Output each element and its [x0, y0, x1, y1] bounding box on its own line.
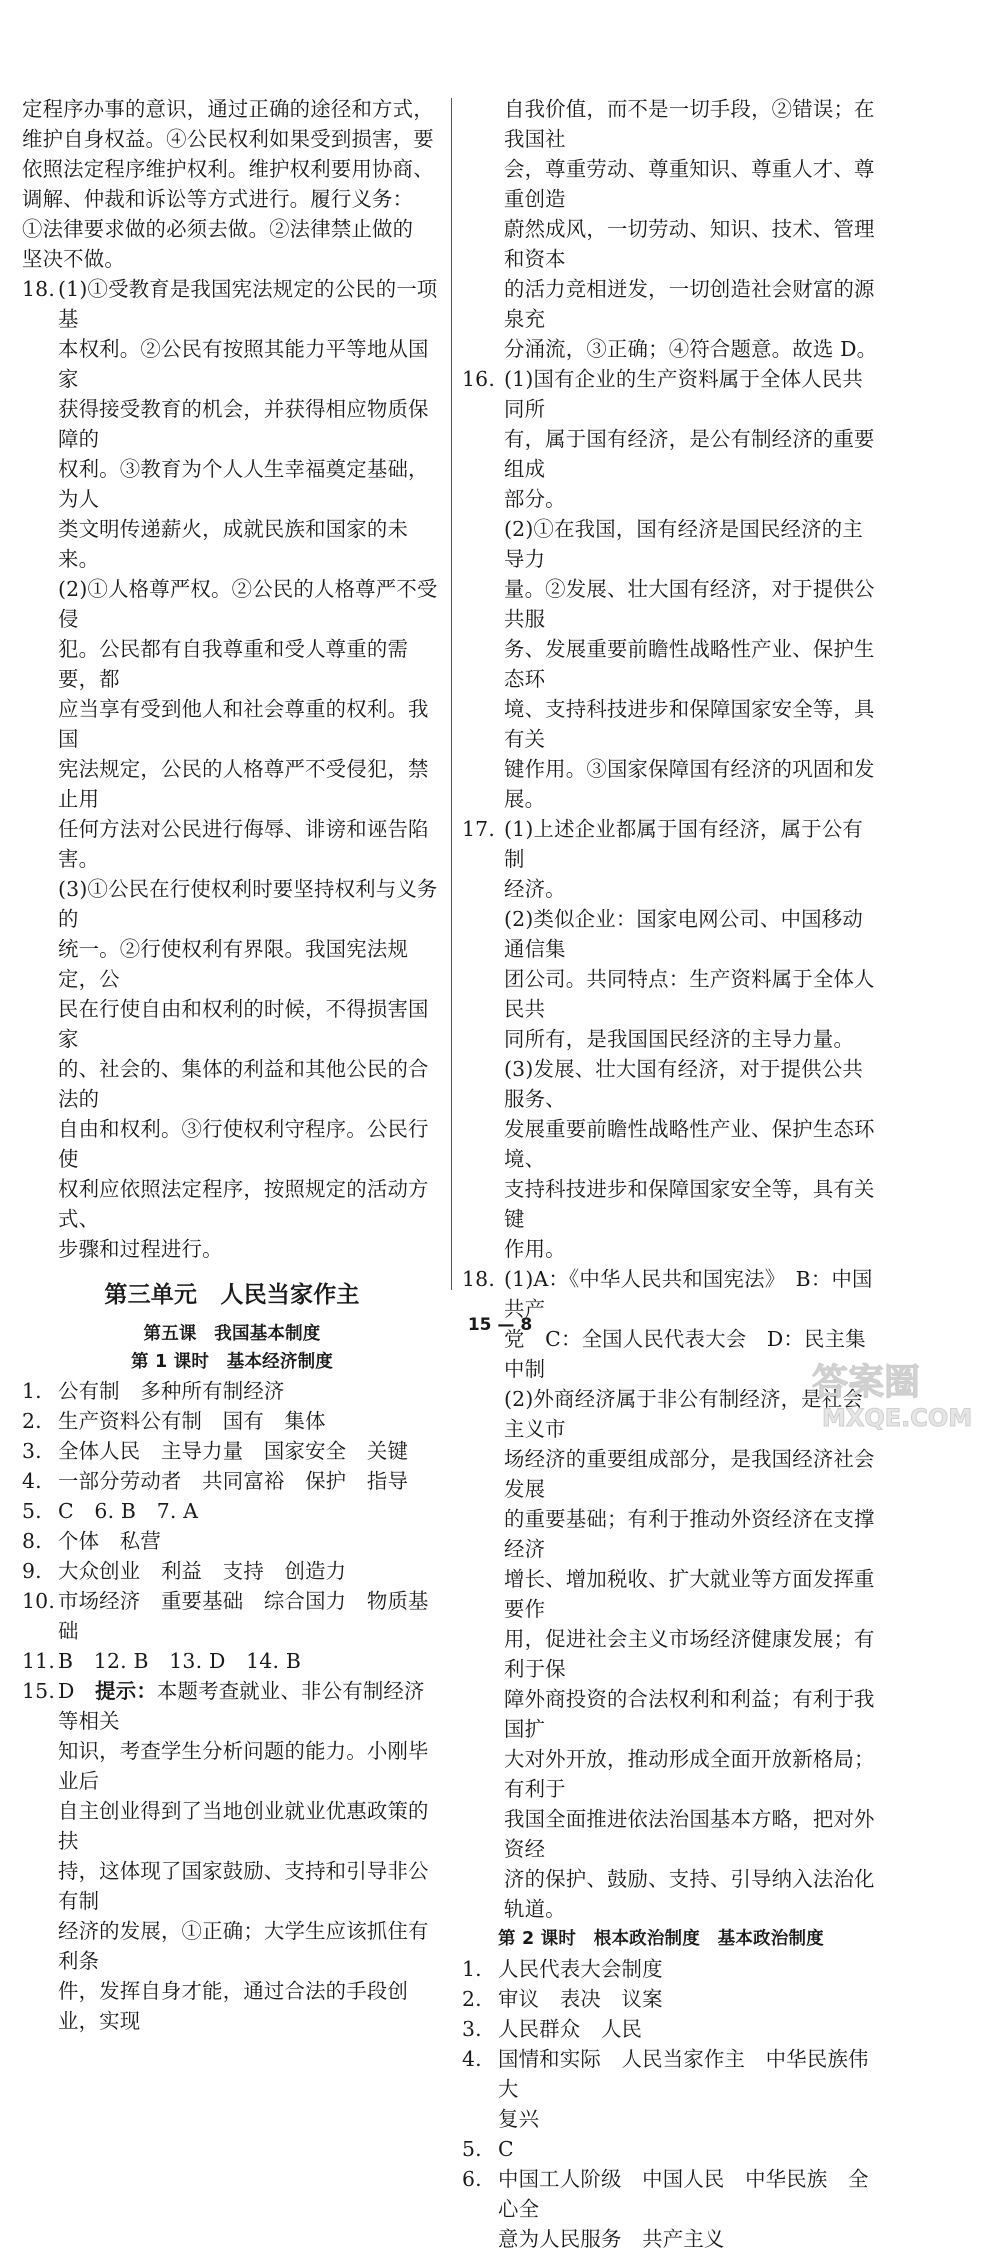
answer-number: 5. [462, 2137, 482, 2161]
answer-18-part-1 [58, 274, 442, 574]
watermark-text: 答案圈 [812, 1362, 921, 1403]
text-line: 件，发挥自身才能，通过合法的手段创业，实现 [58, 1979, 409, 2033]
answer-text: 大众创业 利益 支持 创造力 [58, 1559, 347, 1583]
text-line: 蔚然成风，一切劳动、知识、技术、管理和资本 [504, 217, 875, 271]
answer-number: 3. [22, 1439, 42, 1463]
answer-number: 17. [462, 817, 496, 841]
answer-number: 2. [22, 1409, 42, 1433]
answer-text: 生产资料公有制 国有 集体 [58, 1409, 326, 1433]
answer-16-part-2 [504, 514, 882, 814]
answer-item [22, 1586, 442, 1646]
text-line: 定程序办事的意识，通过正确的途径和方式， [22, 97, 434, 121]
answer-item [462, 2044, 882, 2134]
answer-text: C 6. B 7. A [58, 1499, 199, 1523]
text-line: (1)上述企业都属于国有经济，属于公有制 [504, 817, 863, 871]
answer-number: 6. [462, 2167, 482, 2191]
answer-text: 全体人民 主导力量 国家安全 关键 [58, 1439, 409, 1463]
answer-15-text: 本题考查就业、非公有制经济等相关 [58, 1679, 425, 1733]
text-line: (3)①公民在行使权利时要坚持权利与义务的 [58, 877, 438, 931]
answer-number: 1. [462, 1957, 482, 1981]
right-column [462, 94, 882, 2254]
text-line: 作用。 [504, 1237, 566, 1261]
text-line: 增长、增加税收、扩大就业等方面发挥重要作 [504, 1567, 875, 1621]
answer-number: 18. [22, 277, 56, 301]
text-line: 宪法规定，公民的人格尊严不受侵犯，禁止用 [58, 757, 429, 811]
answer-text: 意为人民服务 共产主义 [498, 2227, 725, 2251]
answer-number: 1. [22, 1379, 42, 1403]
answer-number: 5. [22, 1499, 42, 1523]
text-line: 键作用。③国家保障国有经济的巩固和发展。 [504, 757, 875, 811]
text-line: 场经济的重要组成部分，是我国经济社会发展 [504, 1447, 875, 1501]
unit-title: 第三单元 人民当家作主 [104, 1282, 360, 1308]
answer-text: 复兴 [498, 2107, 540, 2131]
answer-number: 16. [462, 367, 496, 391]
text-line: (1)①受教育是我国宪法规定的公民的一项基 [58, 277, 438, 331]
text-line: 依照法定程序维护权利。维护权利要用协商、 [22, 157, 434, 181]
text-line: 步骤和过程进行。 [58, 1237, 223, 1261]
text-line: 的重要基础；有利于推动外资经济在支撑经济 [504, 1507, 875, 1561]
text-line: (3)发展、壮大国有经济，对于提供公共服务、 [504, 1057, 863, 1111]
text-line: (1)A：《中华人民共和国宪法》 B：中国共产 [504, 1267, 873, 1321]
text-line: 的、社会的、集体的利益和其他公民的合法的 [58, 1057, 429, 1111]
text-line: ①法律要求做的必须去做。②法律禁止做的 [22, 217, 414, 241]
answer-item [22, 1436, 442, 1466]
text-line: 务、发展重要前瞻性战略性产业、保护生态环 [504, 637, 875, 691]
answer-item [462, 2164, 882, 2254]
answer-number: 4. [462, 2047, 482, 2071]
answer-item [462, 2134, 882, 2164]
answer-text: C [498, 2137, 514, 2161]
answer-15-choice: D [58, 1679, 96, 1703]
answer-text: 人民群众 人民 [498, 2017, 643, 2041]
text-line: 类文明传递薪火，成就民族和国家的未来。 [58, 517, 409, 571]
answer-number: 4. [22, 1469, 42, 1493]
text-line: 同所有，是我国国民经济的主导力量。 [504, 1027, 855, 1051]
answer-17-part-1 [504, 814, 882, 904]
answer-number: 9. [22, 1559, 42, 1583]
answer-item [462, 1984, 882, 2014]
answer-text: 市场经济 重要基础 综合国力 物质基础 [58, 1589, 429, 1643]
answer-17 [462, 814, 882, 1264]
text-line: 会，尊重劳动、尊重知识、尊重人才、尊重创造 [504, 157, 875, 211]
text-line: 的活力竞相迸发，一切创造社会财富的源泉充 [504, 277, 875, 331]
text-line: 坚决不做。 [22, 247, 125, 271]
lesson-title: 第五课 我国基本制度 [143, 1324, 321, 1344]
answer-item [22, 1496, 442, 1526]
answer-text: 中国工人阶级 中国人民 中华民族 全心全 [498, 2167, 869, 2221]
text-line: 获得接受教育的机会，并获得相应物质保障的 [58, 397, 429, 451]
answer-number: 15. [22, 1679, 56, 1703]
text-line: (1)国有企业的生产资料属于全体人民共同所 [504, 367, 863, 421]
answer-18-part-2 [58, 574, 442, 874]
text-line: 持，这体现了国家鼓励、支持和引导非公有制 [58, 1859, 429, 1913]
answer-17-part-3 [504, 1054, 882, 1264]
text-line: 任何方法对公民进行侮辱、诽谤和诬告陷害。 [58, 817, 429, 871]
answer-15-first-line [58, 1676, 442, 1736]
answer-number: 18. [462, 1267, 496, 1291]
answer-number: 2. [462, 1987, 482, 2011]
text-line: 自主创业得到了当地创业就业优惠政策的扶 [58, 1799, 429, 1853]
text-line: 部分。 [504, 487, 566, 511]
answer-17-part-2 [504, 904, 882, 1054]
text-line: 支持科技进步和保障国家安全等，具有关键 [504, 1177, 875, 1231]
answer-item [22, 1556, 442, 1586]
text-line: 自我价值，而不是一切手段，②错误；在我国社 [504, 97, 875, 151]
text-line: 障外商投资的合法权利和利益；有利于我国扩 [504, 1687, 875, 1741]
answer-list-2 [462, 1954, 882, 2254]
answer-text: 人民代表大会制度 [498, 1957, 663, 1981]
answer-item [22, 1466, 442, 1496]
left-column [22, 94, 442, 2036]
text-line: 量。②发展、壮大国有经济，对于提供公共服 [504, 577, 875, 631]
text-line: 用，促进社会主义市场经济健康发展；有利于保 [504, 1627, 875, 1681]
answer-18-left [22, 274, 442, 1264]
text-line: 民在行使自由和权利的时候，不得损害国家 [58, 997, 429, 1051]
text-line: 经济。 [504, 877, 566, 901]
text-line: 知识，考查学生分析问题的能力。小刚毕业后 [58, 1739, 429, 1793]
answer-15-body [58, 1736, 442, 2036]
text-line: 发展重要前瞻性战略性产业、保护生态环境、 [504, 1117, 875, 1171]
text-line: 济的保护、鼓励、支持、引导纳入法治化轨道。 [504, 1867, 875, 1921]
answer-text: 个体 私营 [58, 1529, 161, 1553]
answer-item [22, 1376, 442, 1406]
answer-16-part-1 [504, 364, 882, 514]
text-line: 权利应依照法定程序，按照规定的活动方式、 [58, 1177, 429, 1231]
watermark-logo [808, 1352, 988, 1432]
text-line: 维护自身权益。④公民权利如果受到损害，要 [22, 127, 434, 151]
continued-answer-15 [462, 94, 882, 364]
text-line: 团公司。共同特点：生产资料属于全体人民共 [504, 967, 875, 1021]
answer-number: 10. [22, 1589, 56, 1613]
continued-answer-17 [22, 94, 442, 274]
answer-text: 国情和实际 人民当家作主 中华民族伟大 [498, 2047, 869, 2101]
column-divider [451, 98, 452, 1290]
answer-16 [462, 364, 882, 814]
text-line: (2)外商经济属于非公有制经济，是社会主义市 [504, 1387, 863, 1441]
answer-item [22, 1406, 442, 1436]
text-line: 有，属于国有经济，是公有制经济的重要组成 [504, 427, 875, 481]
text-line: 犯。公民都有自我尊重和受人尊重的需要，都 [58, 637, 409, 691]
answer-item [22, 1646, 442, 1676]
answer-item [462, 2014, 882, 2044]
text-line: 分涌流，③正确；④符合题意。故选 D。 [504, 337, 878, 361]
answer-item [462, 1954, 882, 1984]
text-line: (2)①在我国，国有经济是国民经济的主导力 [504, 517, 863, 571]
answer-number: 8. [22, 1529, 42, 1553]
text-line: 大对外开放，推动形成全面开放新格局；有利于 [504, 1747, 875, 1801]
answer-text: 一部分劳动者 共同富裕 保护 指导 [58, 1469, 409, 1493]
text-line: (2)①人格尊严权。②公民的人格尊严不受侵 [58, 577, 438, 631]
period-title-2: 第 2 课时 根本政治制度 基本政治制度 [498, 1929, 824, 1949]
text-line: (2)类似企业：国家电网公司、中国移动通信集 [504, 907, 863, 961]
watermark-url: MXQE.COM [822, 1404, 973, 1432]
text-line: 本权利。②公民有按照其能力平等地从国家 [58, 337, 429, 391]
text-line: 统一。②行使权利有界限。我国宪法规定，公 [58, 937, 409, 991]
text-line: 自由和权利。③行使权利守程序。公民行使 [58, 1117, 429, 1171]
tip-label: 提示： [95, 1679, 157, 1703]
text-line: 党 C：全国人民代表大会 D：民主集中制 [504, 1327, 866, 1381]
answer-15 [22, 1676, 442, 2036]
text-line: 应当享有受到他人和社会尊重的权利。我国 [58, 697, 429, 751]
text-line: 调解、仲裁和诉讼等方式进行。履行义务： [22, 187, 414, 211]
answer-item [22, 1526, 442, 1556]
answer-text: 公有制 多种所有制经济 [58, 1379, 285, 1403]
answer-text: B 12. B 13. D 14. B [58, 1649, 302, 1673]
answer-18-part-3 [58, 874, 442, 1264]
answer-18-part-2 [504, 1384, 882, 1924]
text-line: 我国全面推进依法治国基本方略，把对外资经 [504, 1807, 875, 1861]
text-line: 境、支持科技进步和保障国家安全等，具有关 [504, 697, 875, 751]
text-line: 权利。③教育为个人人生幸福奠定基础，为人 [58, 457, 429, 511]
answer-list [22, 1376, 442, 1676]
text-line: 经济的发展，①正确；大学生应该抓住有利条 [58, 1919, 429, 1973]
answer-number: 3. [462, 2017, 482, 2041]
answer-number: 11. [22, 1649, 56, 1673]
page-number: 15 — 8 [467, 1315, 533, 1335]
period-title: 第 1 课时 基本经济制度 [131, 1352, 333, 1372]
answer-text: 审议 表决 议案 [498, 1987, 663, 2011]
